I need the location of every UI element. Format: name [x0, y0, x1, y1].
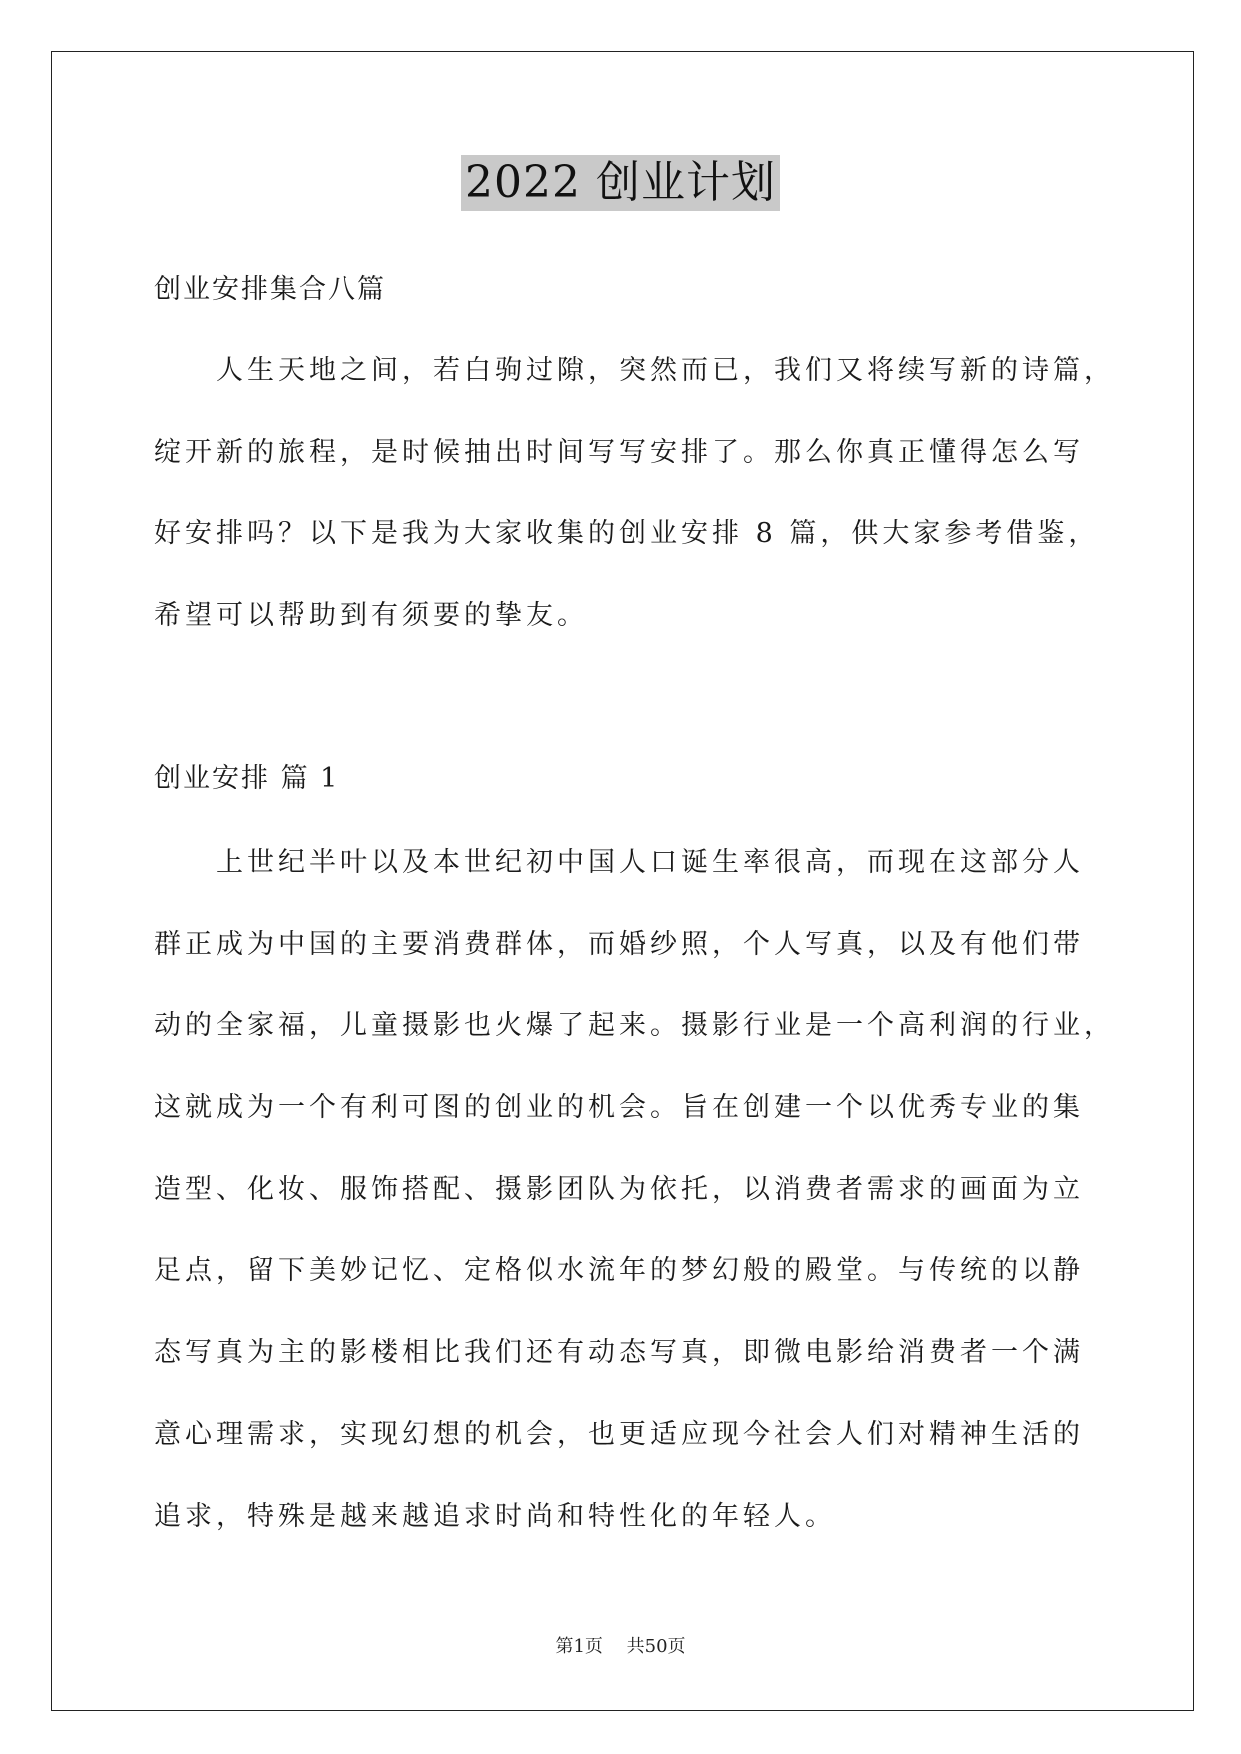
paragraph-line: 足点，留下美妙记忆、定格似水流年的梦幻般的殿堂。与传统的以静: [154, 1255, 1084, 1287]
paragraph-line: 上世纪半叶以及本世纪初中国人口诞生率很高，而现在这部分人: [216, 847, 1084, 878]
paragraph-line: 动的全家福，儿童摄影也火爆了起来。摄影行业是一个高利润的行业，: [154, 1010, 1115, 1042]
page-number: 第1页: [555, 1636, 603, 1657]
paragraph-line: 造型、化妆、服饰搭配、摄影团队为依托，以消费者需求的画面为立: [154, 1173, 1084, 1205]
paragraph-line: 绽开新的旅程，是时候抽出时间写写安排了。那么你真正懂得怎么写: [154, 436, 1084, 468]
intro-paragraph: [154, 330, 1154, 657]
paragraph-line: 意心理需求，实现幻想的机会，也更适应现今社会人们对精神生活的: [154, 1418, 1084, 1450]
section-heading: 创业安排 篇 1: [154, 763, 340, 794]
page-footer: [0, 1636, 1241, 1658]
paragraph-line: 群正成为中国的主要消费群体，而婚纱照，个人写真，以及有他们带: [154, 928, 1084, 960]
paragraph-line: 好安排吗？以下是我为大家收集的创业安排 8 篇，供大家参考借鉴，: [154, 518, 1100, 550]
paragraph-line: 人生天地之间，若白驹过隙，突然而已，我们又将续写新的诗篇，: [216, 355, 1115, 386]
page-total: 共50页: [626, 1636, 686, 1657]
paragraph-line: 这就成为一个有利可图的创业的机会。旨在创建一个以优秀专业的集: [154, 1092, 1084, 1124]
title-row: [0, 155, 1241, 211]
paragraph-line: 追求，特殊是越来越追求时尚和特性化的年轻人。: [154, 1500, 836, 1532]
section-paragraph: [154, 822, 1154, 1557]
collection-subtitle: 创业安排集合八篇: [154, 274, 386, 305]
paragraph-line: 态写真为主的影楼相比我们还有动态写真，即微电影给消费者一个满: [154, 1337, 1084, 1369]
paragraph-line: 希望可以帮助到有须要的挚友。: [154, 600, 588, 632]
document-title: 2022 创业计划: [461, 155, 780, 211]
